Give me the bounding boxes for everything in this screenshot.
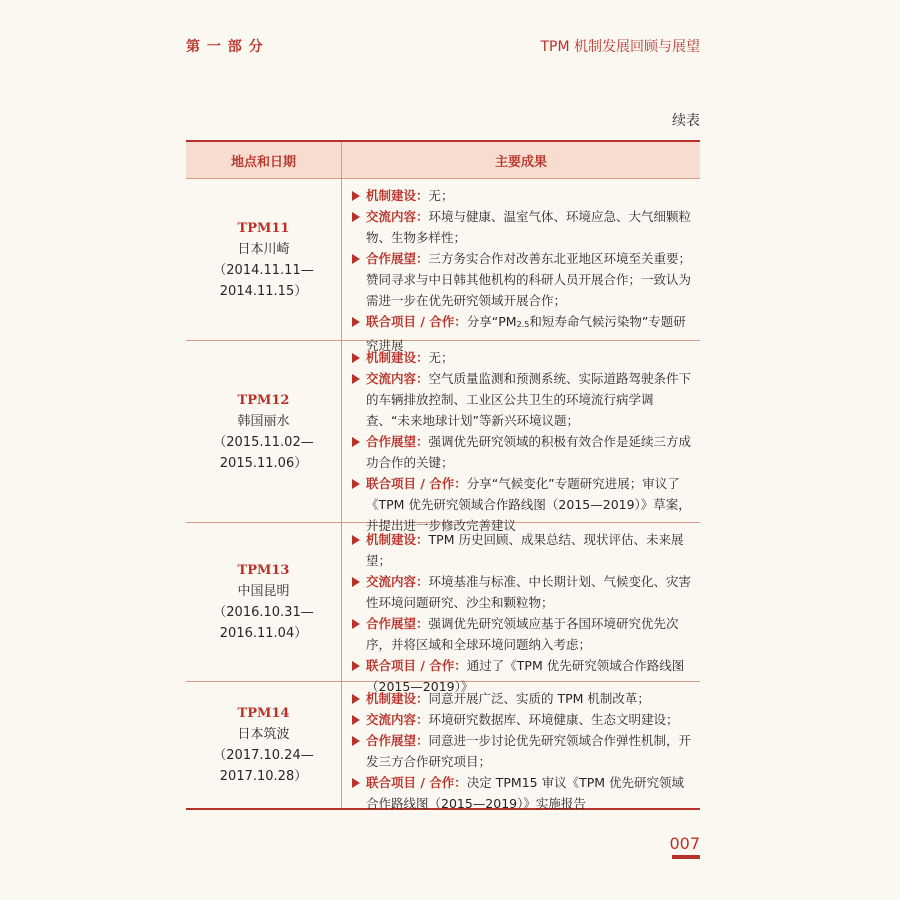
- result-item-text: 同意进一步讨论优先研究领域合作弹性机制，开发三方合作研究项目；: [366, 733, 692, 769]
- result-item: [352, 613, 696, 655]
- pm-subscript: 2.5: [516, 320, 530, 329]
- triangle-bullet-icon: [352, 374, 360, 384]
- triangle-bullet-icon: [352, 577, 360, 587]
- result-item-text: 无；: [428, 350, 454, 365]
- location-date-cell: [186, 523, 342, 681]
- result-item: [352, 730, 696, 772]
- result-item: [352, 248, 696, 311]
- triangle-bullet-icon: [352, 317, 360, 327]
- result-item-label: 合作展望：: [366, 616, 429, 631]
- table-body: [186, 179, 700, 811]
- result-item-label: 联合项目 / 合作：: [366, 658, 467, 673]
- triangle-bullet-icon: [352, 778, 360, 788]
- table-row: [186, 523, 700, 694]
- result-item-text: 和短寿命气候污染物”专题研究进展: [366, 314, 686, 353]
- session-city: 韩国丽水: [237, 413, 290, 429]
- header-location-date: 地点和日期: [186, 142, 342, 178]
- triangle-bullet-icon: [352, 661, 360, 671]
- result-item: [352, 206, 696, 248]
- table-row: [186, 179, 700, 353]
- session-date-end: 2014.11.15）: [219, 283, 308, 299]
- result-item-label: 合作展望：: [366, 251, 429, 266]
- table-header: [186, 142, 700, 179]
- page-number-bar: [672, 855, 700, 859]
- location-date-cell: [186, 682, 342, 808]
- result-item: [352, 347, 696, 368]
- session-date-start: （2016.10.31—: [213, 605, 314, 620]
- result-item-text: 分享“气候变化”专题研究进展；审议了《TPM 优先研究领域合作路线图（2015—2019）》草案，并提出进一步修改完善建议: [366, 476, 691, 533]
- result-item-text: 同意开展广泛、实质的 TPM 机制改革；: [428, 691, 650, 706]
- result-item-text: 环境基准与标准、中长期计划、气候变化、灾害性环境问题研究、沙尘和颗粒物；: [366, 574, 692, 610]
- result-item-label: 交流内容：: [366, 209, 429, 224]
- result-item-label: 机制建设：: [366, 532, 429, 547]
- result-item-label: 合作展望：: [366, 733, 429, 748]
- session-city: 中国昆明: [237, 584, 290, 599]
- result-item: [352, 571, 696, 613]
- result-item-label: 机制建设：: [366, 691, 429, 706]
- result-item-label: 交流内容：: [366, 371, 429, 386]
- result-item-text: 三方务实合作对改善东北亚地区环境至关重要；赞同寻求与中日韩其他机构的科研人员开展合作；一致认为需进一步在优先研究领域开展合作；: [366, 251, 692, 308]
- session-date-end: 2015.11.06）: [219, 455, 308, 471]
- result-item-label: 合作展望：: [366, 434, 429, 449]
- result-item-label: 机制建设：: [366, 350, 429, 365]
- triangle-bullet-icon: [352, 736, 360, 746]
- continued-label: 续表: [672, 113, 700, 129]
- session-city: 日本川崎: [237, 241, 290, 257]
- result-item: [352, 431, 696, 473]
- session-date-start: （2017.10.24—: [213, 748, 314, 763]
- result-item: [352, 688, 696, 709]
- result-item-text: 决定 TPM15 审议《TPM 优先研究领域合作路线图（2015—2019）》实施报告: [366, 775, 685, 811]
- result-item: [352, 529, 696, 571]
- session-date-start: （2014.11.11—: [213, 262, 314, 278]
- result-item-text: 环境研究数据库、环境健康、生态文明建设；: [428, 712, 679, 727]
- table-row: [186, 341, 700, 533]
- triangle-bullet-icon: [352, 479, 360, 489]
- triangle-bullet-icon: [352, 254, 360, 264]
- results-cell: [342, 179, 700, 353]
- result-item-text: 通过了《TPM 优先研究领域合作路线图（2015—2019）》: [366, 658, 685, 694]
- result-item-text: 强调优先研究领域应基于各国环境研究优先次序，并将区域和全球环境问题纳入考虑；: [366, 616, 679, 652]
- triangle-bullet-icon: [352, 535, 360, 545]
- session-date-end: 2016.11.04）: [219, 626, 308, 641]
- session-date-start: （2015.11.02—: [213, 434, 314, 450]
- triangle-bullet-icon: [352, 353, 360, 363]
- result-item: [352, 772, 696, 814]
- result-item: [352, 185, 696, 206]
- triangle-bullet-icon: [352, 212, 360, 222]
- session-city: 日本筑波: [237, 727, 290, 742]
- tpm-session-label: TPM13: [237, 563, 290, 578]
- table-row: [186, 682, 700, 811]
- result-item-text: 空气质量监测和预测系统、实际道路驾驶条件下的车辆排放控制、工业区公共卫生的环境流行病学调查、“未来地球计划”等新兴环境议题；: [366, 371, 692, 428]
- result-item-text: TPM 历史回顾、成果总结、现状评估、未来展望；: [366, 532, 684, 568]
- tpm-session-label: TPM14: [237, 706, 290, 721]
- running-header-title: TPM 机制发展回顾与展望: [540, 39, 700, 55]
- triangle-bullet-icon: [352, 619, 360, 629]
- triangle-bullet-icon: [352, 191, 360, 201]
- tpm-results-table: [186, 140, 700, 810]
- triangle-bullet-icon: [352, 715, 360, 725]
- results-cell: [342, 523, 700, 694]
- result-item: [352, 473, 696, 536]
- results-cell: [342, 341, 700, 533]
- page-number: 007: [669, 834, 700, 853]
- result-item-text: 分享“PM: [466, 314, 517, 329]
- result-item-label: 联合项目 / 合作：: [366, 476, 467, 491]
- tpm-session-label: TPM11: [237, 220, 290, 236]
- triangle-bullet-icon: [352, 437, 360, 447]
- result-item-label: 交流内容：: [366, 574, 429, 589]
- location-date-cell: [186, 179, 342, 340]
- location-date-cell: [186, 341, 342, 522]
- result-item: [352, 368, 696, 431]
- result-item-text: 强调优先研究领域的积极有效合作是延续三方成功合作的关键；: [366, 434, 692, 470]
- session-date-end: 2017.10.28）: [219, 769, 308, 784]
- results-cell: [342, 682, 700, 811]
- result-item-label: 联合项目 / 合作：: [366, 775, 467, 790]
- result-item-text: 环境与健康、温室气体、环境应急、大气细颗粒物、生物多样性；: [366, 209, 692, 245]
- tpm-session-label: TPM12: [237, 392, 290, 408]
- result-item: [352, 709, 696, 730]
- result-item-text: 无；: [428, 188, 454, 203]
- header-main-results: 主要成果: [494, 154, 547, 170]
- running-header-section: 第 一 部 分: [186, 39, 264, 55]
- result-item-label: 机制建设：: [366, 188, 429, 203]
- result-item-label: 交流内容：: [366, 712, 429, 727]
- result-item-label: 联合项目 / 合作：: [366, 314, 467, 329]
- triangle-bullet-icon: [352, 694, 360, 704]
